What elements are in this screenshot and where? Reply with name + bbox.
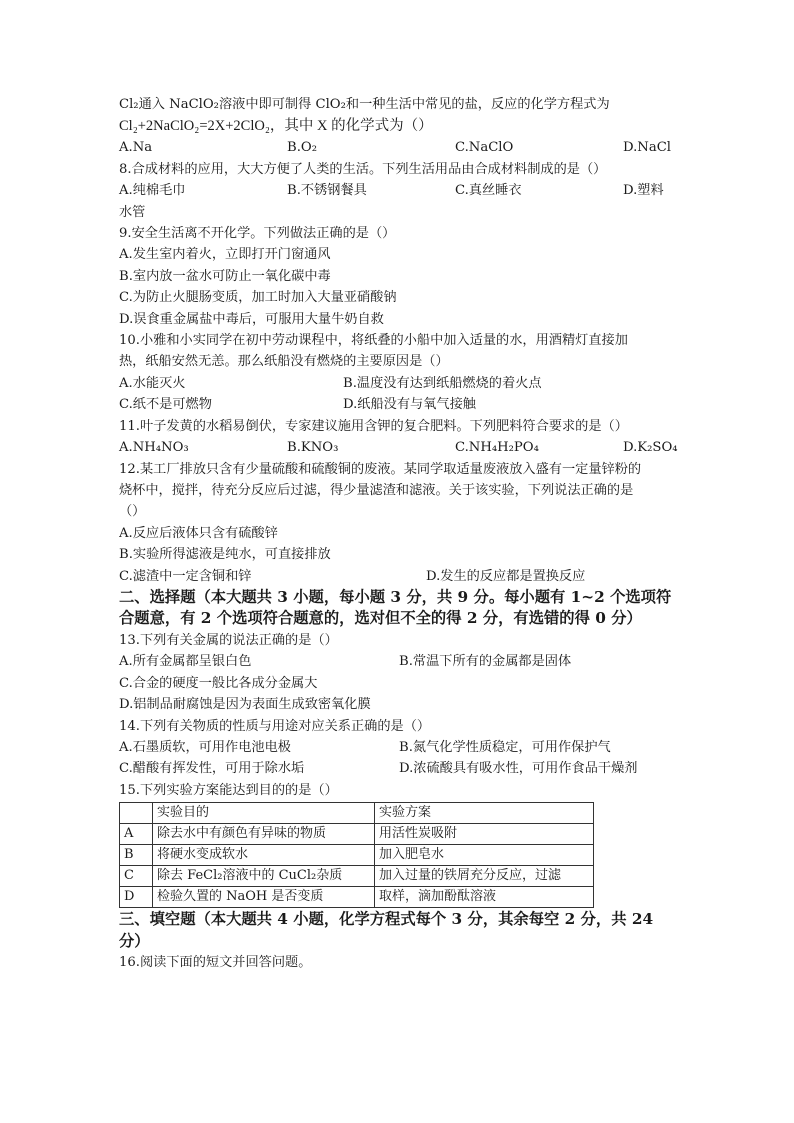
q9-option-c: C.为防止火腿肠变质，加工时加入大量亚硝酸钠 — [119, 290, 397, 306]
table-row — [120, 866, 594, 887]
table-cell: C — [120, 866, 153, 887]
q16-stem: 16.阅读下面的短文并回答问题。 — [119, 955, 312, 971]
q9-option-d: D.误食重金属盐中毒后，可服用大量牛奶自救 — [119, 311, 384, 327]
q8-option-b: B.不锈钢餐具 — [287, 183, 367, 199]
table-cell: 除去水中有颜色有异味的物质 — [153, 824, 375, 845]
section-3-heading-line2: 分） — [119, 931, 150, 950]
q8-options — [119, 180, 679, 201]
q13-options-row — [119, 651, 679, 672]
q8-option-d-wrap: 水管 — [119, 204, 146, 220]
q7-equation: Cl₂+2NaClO₂=2X+2ClO₂ — [119, 118, 270, 135]
table-header-cell — [120, 803, 153, 824]
q14-option-b: B.氮气化学性质稳定，可用作保护气 — [399, 739, 611, 755]
table-cell: B — [120, 845, 153, 866]
q12-option-c: C.滤渣中一定含铜和锌 — [119, 568, 252, 584]
q13-stem: 13.下列有关金属的说法正确的是（） — [119, 632, 338, 648]
q11-option-d: D.K₂SO₄ — [623, 440, 678, 456]
table-header-cell: 实验方案 — [375, 803, 594, 824]
q11-option-a: A.NH₄NO₃ — [119, 440, 189, 456]
table-cell: 用活性炭吸附 — [375, 824, 594, 845]
q10-option-b: B.温度没有达到纸船燃烧的着火点 — [343, 375, 542, 391]
q10-option-a: A.水能灭火 — [119, 375, 186, 391]
q7-option-a: A.Na — [119, 140, 153, 156]
q13-option-a: A.所有金属都呈银白色 — [119, 654, 252, 670]
q13-option-d: D.铝制品耐腐蚀是因为表面生成致密氧化膜 — [119, 697, 371, 713]
q7-option-b: B.O₂ — [287, 140, 317, 156]
q11-option-c: C.NH₄H₂PO₄ — [455, 440, 539, 456]
q7-option-d: D.NaCl — [623, 140, 672, 156]
table-header-cell: 实验目的 — [153, 803, 375, 824]
q14-option-c: C.醋酸有挥发性，可用于除水垢 — [119, 761, 305, 777]
q12-stem-line2: 烧杯中，搅拌，待充分反应后过滤，得少量滤渣和滤液。关于该实验，下列说法正确的是 — [119, 482, 634, 498]
q8-option-c: C.真丝睡衣 — [455, 183, 522, 199]
q7-option-c: C.NaClO — [455, 140, 514, 156]
q12-option-a: A.反应后液体只含有硫酸锌 — [119, 525, 278, 541]
q7-stem-line1: Cl₂通入 NaClO₂溶液中即可制得 ClO₂和一种生活中常见的盐，反应的化学方程式为 — [119, 97, 610, 112]
table-header-row — [120, 803, 594, 824]
q11-stem: 11.叶子发黄的水稻易倒伏，专家建议施用含钾的复合肥料。下列肥料符合要求的是（） — [119, 418, 628, 434]
q8-stem: 8.合成材料的应用，大大方便了人类的生活。下列生活用品由合成材料制成的是（） — [119, 161, 607, 177]
q9-option-a: A.发生室内着火，立即打开门窗通风 — [119, 247, 331, 263]
q7-equation-suffix: ，其中 X 的化学式为（） — [269, 118, 433, 135]
q13-option-c: C.合金的硬度一般比各成分金属大 — [119, 675, 318, 691]
q14-options-row2 — [119, 758, 679, 779]
table-cell: 取样，滴加酚酞溶液 — [375, 887, 594, 908]
section-2-heading-line2: 合题意，有 2 个选项符合题意的，选对但不全的得 2 分，有选错的得 0 分） — [119, 609, 642, 628]
table-row — [120, 824, 594, 845]
q12-stem-line3: （） — [119, 504, 146, 520]
q14-stem: 14.下列有关物质的性质与用途对应关系正确的是（） — [119, 718, 431, 734]
q15-stem: 15.下列实验方案能达到目的的是（） — [119, 782, 338, 798]
table-cell: D — [120, 887, 153, 908]
exam-page — [119, 94, 679, 974]
q14-options-row1 — [119, 737, 679, 758]
q15-experiment-table — [119, 802, 594, 908]
q10-option-d: D.纸船没有与氧气接触 — [343, 397, 476, 413]
q10-options-row1 — [119, 373, 679, 394]
q13-option-b: B.常温下所有的金属都是固体 — [399, 654, 572, 670]
section-2-heading-line1: 二、选择题（本大题共 3 小题，每小题 3 分，共 9 分。每小题有 1~2 个选项符 — [119, 587, 672, 606]
table-cell: 加入过量的铁屑充分反应，过滤 — [375, 866, 594, 887]
q11-options — [119, 437, 679, 458]
table-row — [120, 845, 594, 866]
q7-equation-line — [119, 115, 679, 137]
section-3-heading-line1: 三、填空题（本大题共 4 小题，化学方程式每个 3 分，其余每空 2 分，共 24 — [119, 910, 654, 929]
q12-option-b: B.实验所得滤液是纯水，可直接排放 — [119, 547, 331, 563]
q8-option-d: D.塑料 — [623, 183, 664, 199]
q14-option-d: D.浓硫酸具有吸水性，可用作食品干燥剂 — [399, 761, 638, 777]
q9-option-b: B.室内放一盆水可防止一氧化碳中毒 — [119, 268, 331, 284]
table-cell: 检验久置的 NaOH 是否变质 — [153, 887, 375, 908]
q10-stem-line2: 热，纸船安然无恙。那么纸船没有燃烧的主要原因是（） — [119, 354, 449, 370]
q11-option-b: B.KNO₃ — [287, 440, 339, 456]
q8-option-a: A.纯棉毛巾 — [119, 183, 186, 199]
q12-options-row — [119, 566, 679, 587]
q7-options — [119, 137, 679, 158]
table-cell: 将硬水变成软水 — [153, 845, 375, 866]
q10-stem-line1: 10.小雅和小实同学在初中劳动课程中，将纸叠的小船中加入适量的水，用酒精灯直接加 — [119, 333, 628, 349]
q10-option-c: C.纸不是可燃物 — [119, 397, 212, 413]
q10-options-row2 — [119, 394, 679, 415]
q12-option-d: D.发生的反应都是置换反应 — [426, 568, 586, 584]
q14-option-a: A.石墨质软，可用作电池电极 — [119, 739, 291, 755]
q12-stem-line1: 12.某工厂排放只含有少量硫酸和硫酸铜的废液。某同学取适量废液放入盛有一定量锌粉的 — [119, 461, 642, 477]
q9-stem: 9.安全生活离不开化学。下列做法正确的是（） — [119, 226, 396, 242]
table-cell: A — [120, 824, 153, 845]
table-row — [120, 887, 594, 908]
table-cell: 除去 FeCl₂溶液中的 CuCl₂杂质 — [153, 866, 375, 887]
table-cell: 加入肥皂水 — [375, 845, 594, 866]
